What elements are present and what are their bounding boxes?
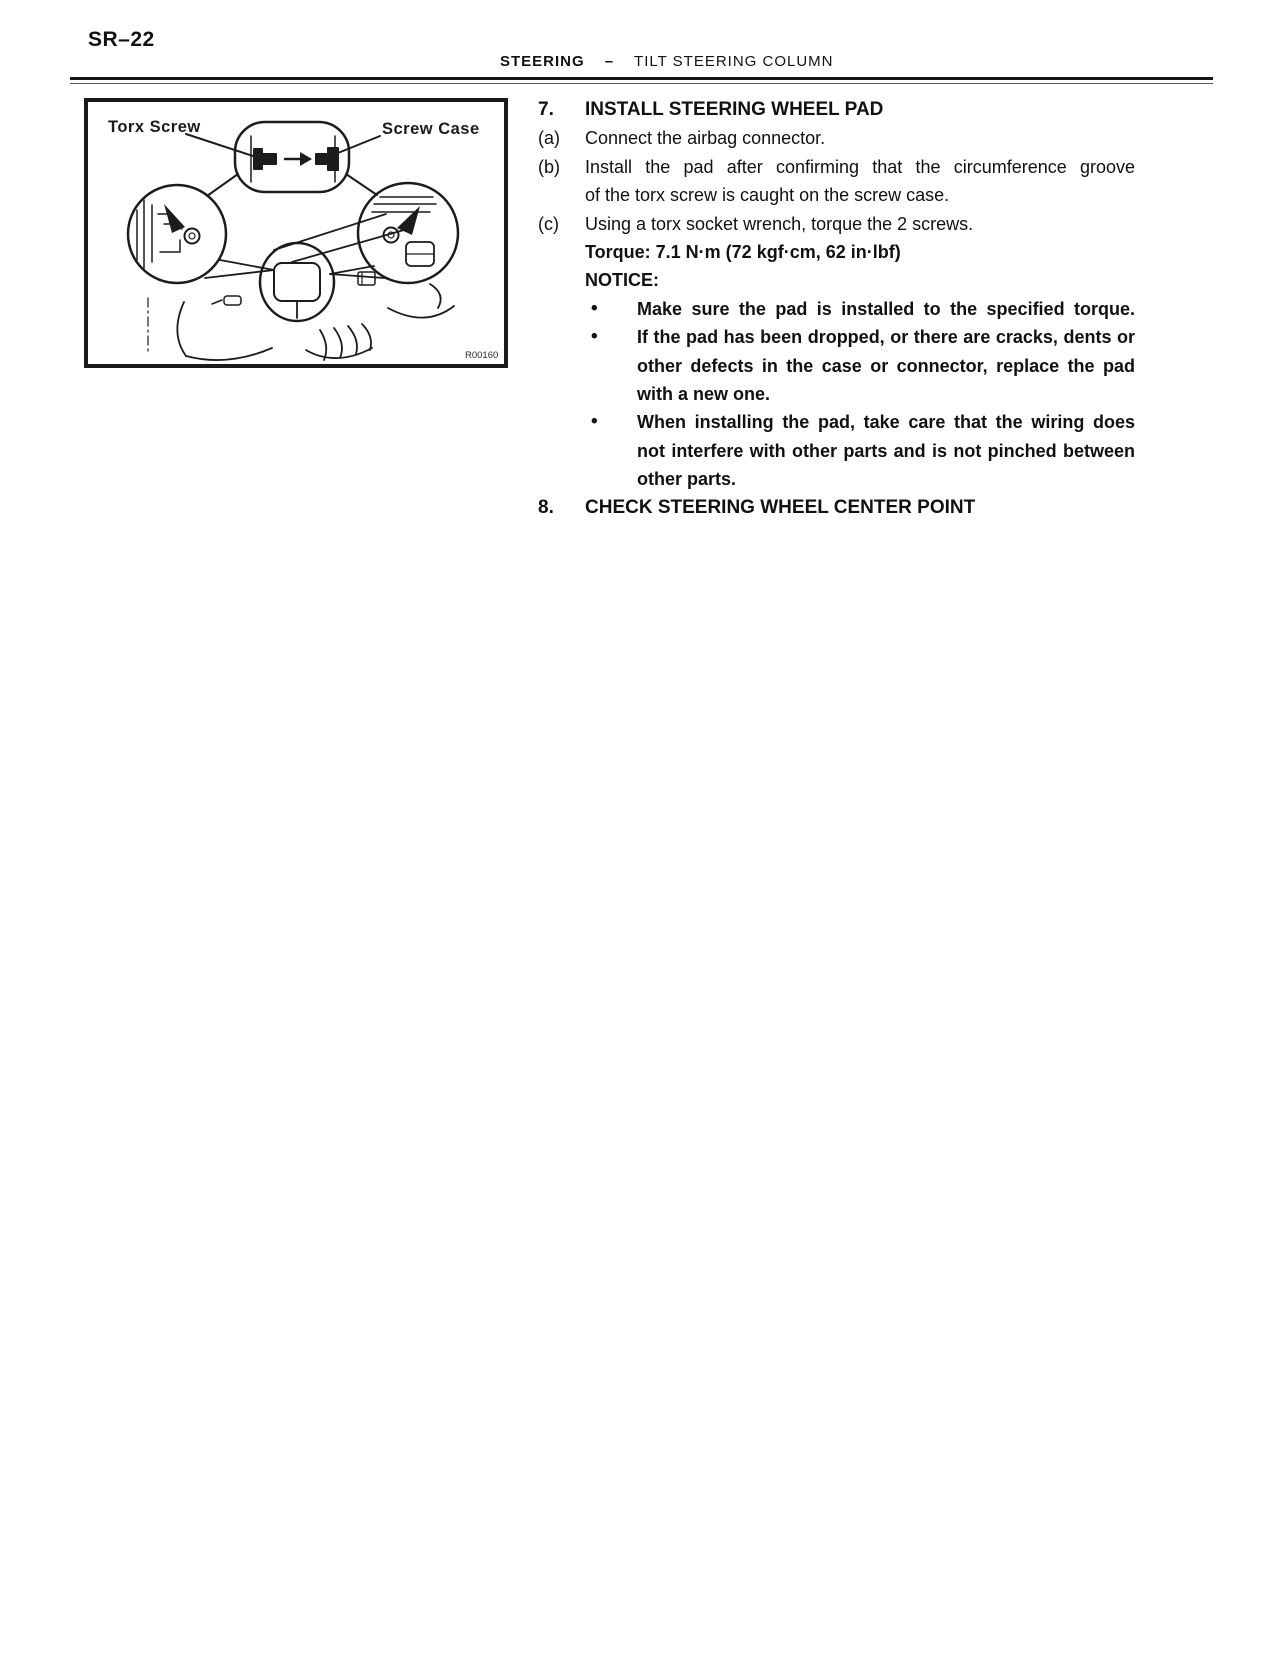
screw-case-shaft xyxy=(316,154,328,164)
item-a-row xyxy=(538,124,1138,152)
step-8-number: 8. xyxy=(538,496,554,518)
step-7-row xyxy=(538,96,1138,124)
notice-2-text-line: other defects in the case or connector, replace the pad xyxy=(637,355,1135,376)
header-separator: – xyxy=(604,53,615,70)
notice-3-text-line: other parts. xyxy=(637,469,737,490)
notice-2-text-line: If the pad has been dropped, or there are cracks, dents or xyxy=(637,327,1135,348)
item-b-letter: (b) xyxy=(538,156,560,177)
screw-case-body xyxy=(328,148,338,170)
figure-panel xyxy=(84,98,508,368)
notice-3-text-line: not interfere with other parts and is not pinched between xyxy=(637,440,1135,461)
insert-arrow-head xyxy=(300,152,312,166)
figure-label-screw-case: Screw Case xyxy=(382,120,480,138)
item-c-row xyxy=(538,210,1138,238)
step-7-title: INSTALL STEERING WHEEL PAD xyxy=(585,99,884,120)
header-rule xyxy=(70,77,1213,80)
notice-bullet-1 xyxy=(538,295,1138,323)
column-lever xyxy=(224,296,241,305)
torx-screw-head xyxy=(254,149,262,169)
bullet-icon: • xyxy=(591,297,598,319)
item-b-row xyxy=(538,153,1138,210)
notice-heading-row xyxy=(538,266,1138,294)
header-subsection: TILT STEERING COLUMN xyxy=(634,53,834,70)
page-number: SR–22 xyxy=(88,28,155,51)
item-a-text: Connect the airbag connector. xyxy=(585,128,826,149)
header-rule-echo xyxy=(70,83,1213,84)
step-8-row xyxy=(538,494,1138,522)
item-a-letter: (a) xyxy=(538,128,560,149)
bullet-icon: • xyxy=(591,326,598,348)
torque-spec-row xyxy=(538,238,1138,266)
notice-1-text: Make sure the pad is installed to the specified torque. xyxy=(637,298,1135,319)
steering-wheel-pad xyxy=(274,263,320,301)
left-detail-circle xyxy=(128,185,226,283)
step-7-number: 7. xyxy=(538,99,554,120)
left-screw xyxy=(185,229,200,244)
item-c-text: Using a torx socket wrench, torque the 2 screws. xyxy=(585,213,974,234)
torx-leader-line xyxy=(186,134,256,157)
steering-wheel-illustration xyxy=(88,102,504,364)
notice-bullet-3 xyxy=(538,408,1138,493)
item-c-letter: (c) xyxy=(538,213,559,234)
figure-label-torx-screw: Torx Screw xyxy=(108,118,201,136)
header-section: STEERING xyxy=(500,53,585,70)
step-8-title: CHECK STEERING WHEEL CENTER POINT xyxy=(585,496,976,518)
notice-2-text-line: with a new one. xyxy=(637,384,771,405)
instruction-column xyxy=(538,96,1138,522)
bullet-icon: • xyxy=(591,411,598,433)
figure-code: R00160 xyxy=(465,350,499,361)
connector-block xyxy=(358,272,375,285)
item-b-text-line: Install the pad after confirming that the circumference groove xyxy=(585,156,1135,177)
item-b-text-line: of the torx screw is caught on the screw case. xyxy=(585,185,950,206)
notice-bullet-2 xyxy=(538,323,1138,408)
torx-screw-shaft xyxy=(262,154,276,164)
torque-spec: Torque: 7.1 N·m (72 kgf·cm, 62 in·lbf) xyxy=(585,242,901,263)
running-header xyxy=(500,53,834,70)
notice-heading: NOTICE: xyxy=(585,270,659,291)
notice-3-text-line: When installing the pad, take care that the wiring does xyxy=(637,412,1135,433)
